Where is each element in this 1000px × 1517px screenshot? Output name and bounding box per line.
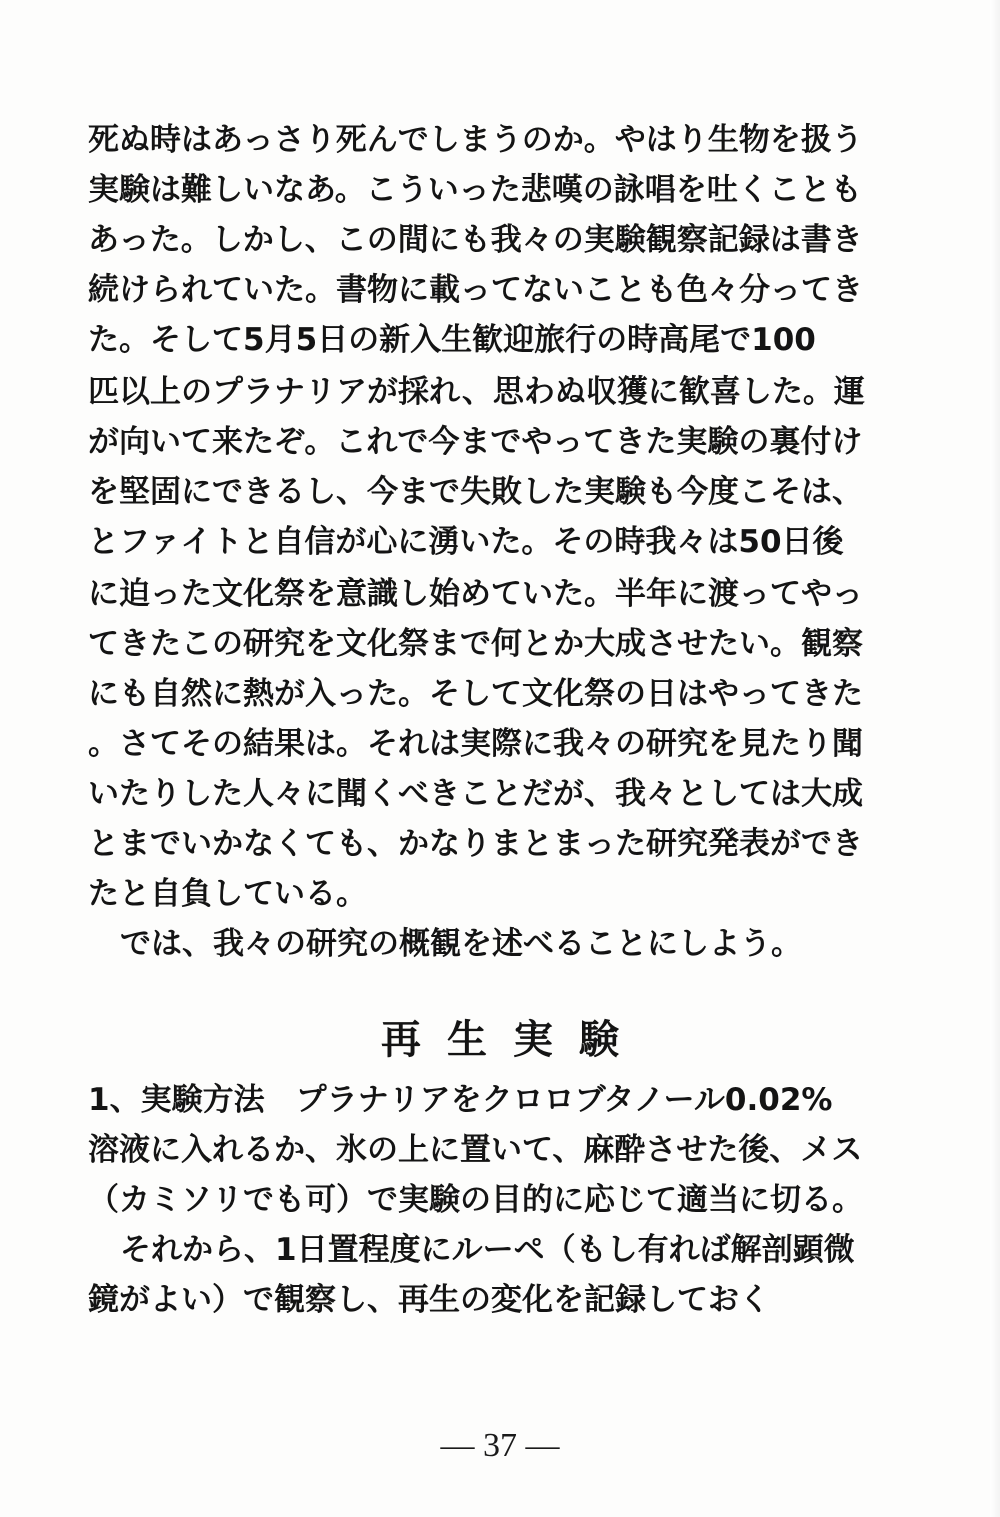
body-line-6: 匹以上のプラナリアが採れ、思わぬ収獲に歓喜した。運 [88, 374, 865, 410]
body-line-7: が向いて来たぞ。これで今までやってきた実験の裏付け [88, 424, 863, 460]
body-line-4: 続けられていた。書物に載ってないことも色々分ってき [88, 272, 863, 308]
body-line-2: 実験は難しいなあ。こういった悲嘆の詠唱を吐くことも [88, 172, 862, 208]
body-line-12: にも自然に熱が入った。そして文化祭の日はやってきた [88, 676, 863, 712]
page-edge [990, 0, 1000, 1517]
body-line-15: とまでいかなくても、かなりまとまった研究発表ができ [88, 826, 863, 862]
body-line-16: たと自負している。 [88, 876, 367, 912]
section-title: 再生実験 [381, 1017, 645, 1063]
body-line-17: では、我々の研究の概観を述べることにしよう。 [120, 926, 802, 962]
method-line-3: （カミソリでも可）で実験の目的に応じて適当に切る。 [88, 1182, 863, 1218]
body-line-11: てきたこの研究を文化祭まで何とか大成させたい。観察 [88, 626, 863, 662]
body-line-1: 死ぬ時はあっさり死んでしまうのか。やはり生物を扱う [88, 122, 863, 158]
body-line-5: た。そして5月5日の新入生歓迎旅行の時高尾で100 [88, 322, 816, 358]
body-line-9: とファイトと自信が心に湧いた。その時我々は50日後 [88, 524, 844, 560]
method-line-5: 鏡がよい）で観察し、再生の変化を記録しておく [88, 1282, 770, 1318]
body-line-3: あった。しかし、この間にも我々の実験観察記録は書き [88, 222, 863, 258]
method-line-4: それから、1日置程度にルーペ（もし有れば解剖顕微 [120, 1232, 855, 1268]
body-line-14: いたりした人々に聞くべきことだが、我々としては大成 [88, 776, 863, 812]
body-line-10: に迫った文化祭を意識し始めていた。半年に渡ってやっ [88, 576, 863, 612]
body-line-8: を堅固にできるし、今まで失敗した実験も今度こそは、 [88, 474, 863, 510]
body-line-13: 。さてその結果は。それは実際に我々の研究を見たり聞 [88, 726, 863, 762]
page-number: — 37 — [440, 1427, 560, 1464]
method-line-2: 溶液に入れるか、氷の上に置いて、麻酔させた後、メス [88, 1132, 863, 1168]
method-line-1: 1、実験方法 プラナリアをクロロブタノール0.02% [88, 1082, 833, 1118]
